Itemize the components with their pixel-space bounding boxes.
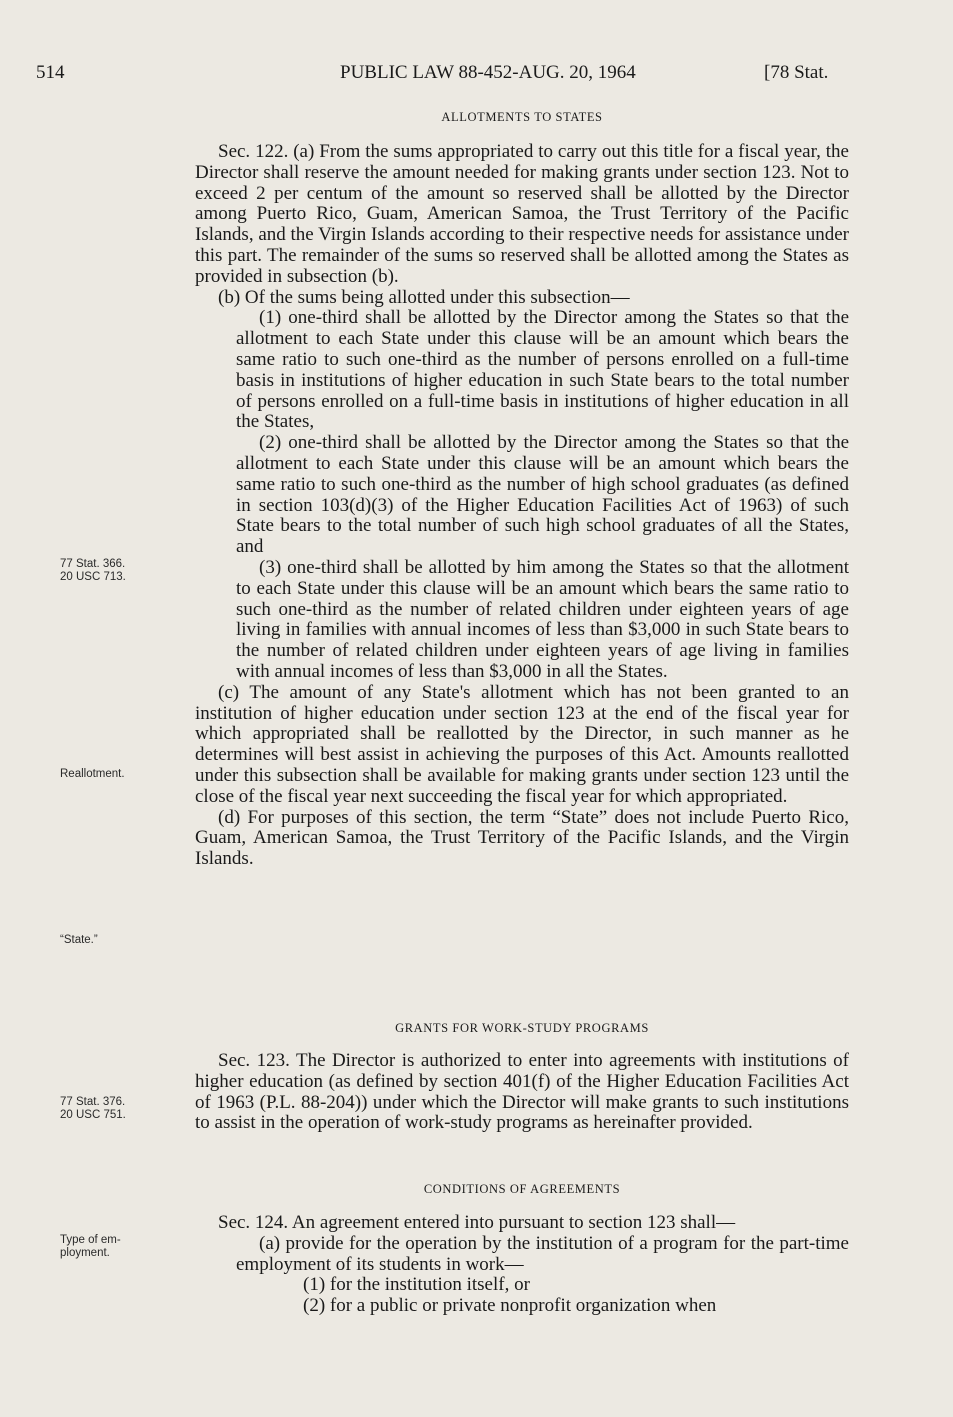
clause-b-1: (1) one-third shall be allotted by the Director among the States so that the allotment to each State under this clause will be an amount which bears the same ratio to such one-third as the number of persons enrolled on a full-time basis in institutions of higher education in such State bears to the total number of persons enrolled on a full-time basis in institutions of higher education in all the States,	[236, 307, 849, 433]
margin-note-state: “State.”	[60, 934, 98, 946]
margin-note-type-of-employment-2: ployment.	[60, 1247, 110, 1259]
clause-124-a: (a) provide for the operation by the institution of a program for the part-time employment of its students in work—	[236, 1232, 849, 1275]
margin-note-reallotment: Reallotment.	[60, 768, 125, 780]
margin-note-usc-713: 20 USC 713.	[60, 571, 126, 583]
margin-note-usc-751: 20 USC 751.	[60, 1109, 126, 1121]
paragraph-sec-122-d: (d) For purposes of this section, the term “State” does not include Puerto Rico, Guam, American Samoa, the Trust Territory of the Pacific Islands, and the Virgin Islands.	[195, 806, 849, 870]
running-title: PUBLIC LAW 88-452-AUG. 20, 1964	[340, 62, 636, 83]
section-body-conditions	[195, 1213, 849, 1317]
paragraph-sec-123: Sec. 123. The Director is authorized to enter into agreements with institutions of higher education (as defined by section 401(f) of the Higher Education Facilities Act of 1963 (P.L. 88-204)) under which the Director will make grants to such institutions to assist in the operation of work-study programs as hereinafter provided.	[195, 1050, 849, 1134]
clause-b-2: (2) one-third shall be allotted by the Director among the States so that the allotment to each State under this clause will be an amount which bears the same ratio to such one-third as the number of high school graduates (as defined in section 103(d)(3) of the Higher Education Facilities Act of 1963) of such State bears to the total number of such high school graduates of all the States, and	[236, 432, 849, 558]
paragraph-sec-124: Sec. 124. An agreement entered into pursuant to section 123 shall—	[218, 1212, 736, 1233]
paragraph-sec-122-c: (c) The amount of any State's allotment which has not been granted to an institution of higher education under section 123 at the end of the fiscal year for which appropriated shall be reallotted by the Director, in such manner as he determines will best assist in achieving the purposes of this Act. Amounts reallotted under this subsection shall be available for making grants under section 123 until the close of the fiscal year next succeeding the fiscal year for which appropriated.	[195, 681, 849, 807]
section-heading-allotments: ALLOTMENTS TO STATES	[441, 110, 603, 124]
section-heading-conditions: CONDITIONS OF AGREEMENTS	[423, 1182, 621, 1196]
paragraph-sec-122-a: Sec. 122. (a) From the sums appropriated to carry out this title for a fiscal year, the Director shall reserve the amount needed for making grants under section 123. Not to exceed 2 per centum of the amount so reserved shall be allotted by the Director among Puerto Rico, Guam, American Samoa, the Trust Territory of the Pacific Islands, and the Virgin Islands according to their respective needs for assistance under this part. The remainder of the sums so reserved shall be allotted among the States as provided in subsection (b).	[195, 141, 849, 287]
clause-b-3: (3) one-third shall be allotted by him among the States so that the allotment to each State under this clause will be an amount which bears the same ratio to such one-third as the number of related children under eighteen years of age living in families with annual incomes of less than $3,000 in such State bears to the number of related children under eighteen years of age living in families with annual incomes of less than $3,000 in all the States.	[236, 556, 849, 682]
margin-note-type-of-employment-1: Type of em-	[60, 1234, 121, 1246]
section-heading-grants: GRANTS FOR WORK-STUDY PROGRAMS	[395, 1021, 649, 1035]
section-body-allotments	[195, 142, 849, 870]
page-number: 514	[36, 62, 65, 83]
clause-124-a-1: (1) for the institution itself, or	[303, 1274, 530, 1296]
statute-reference: [78 Stat.	[764, 62, 829, 83]
margin-note-stat-366: 77 Stat. 366.	[60, 558, 126, 570]
clause-124-a-2: (2) for a public or private nonprofit organization when	[303, 1295, 717, 1317]
section-body-grants	[195, 1051, 849, 1134]
margin-note-stat-376: 77 Stat. 376.	[60, 1096, 126, 1108]
paragraph-sec-122-b: (b) Of the sums being allotted under this subsection—	[218, 286, 630, 308]
